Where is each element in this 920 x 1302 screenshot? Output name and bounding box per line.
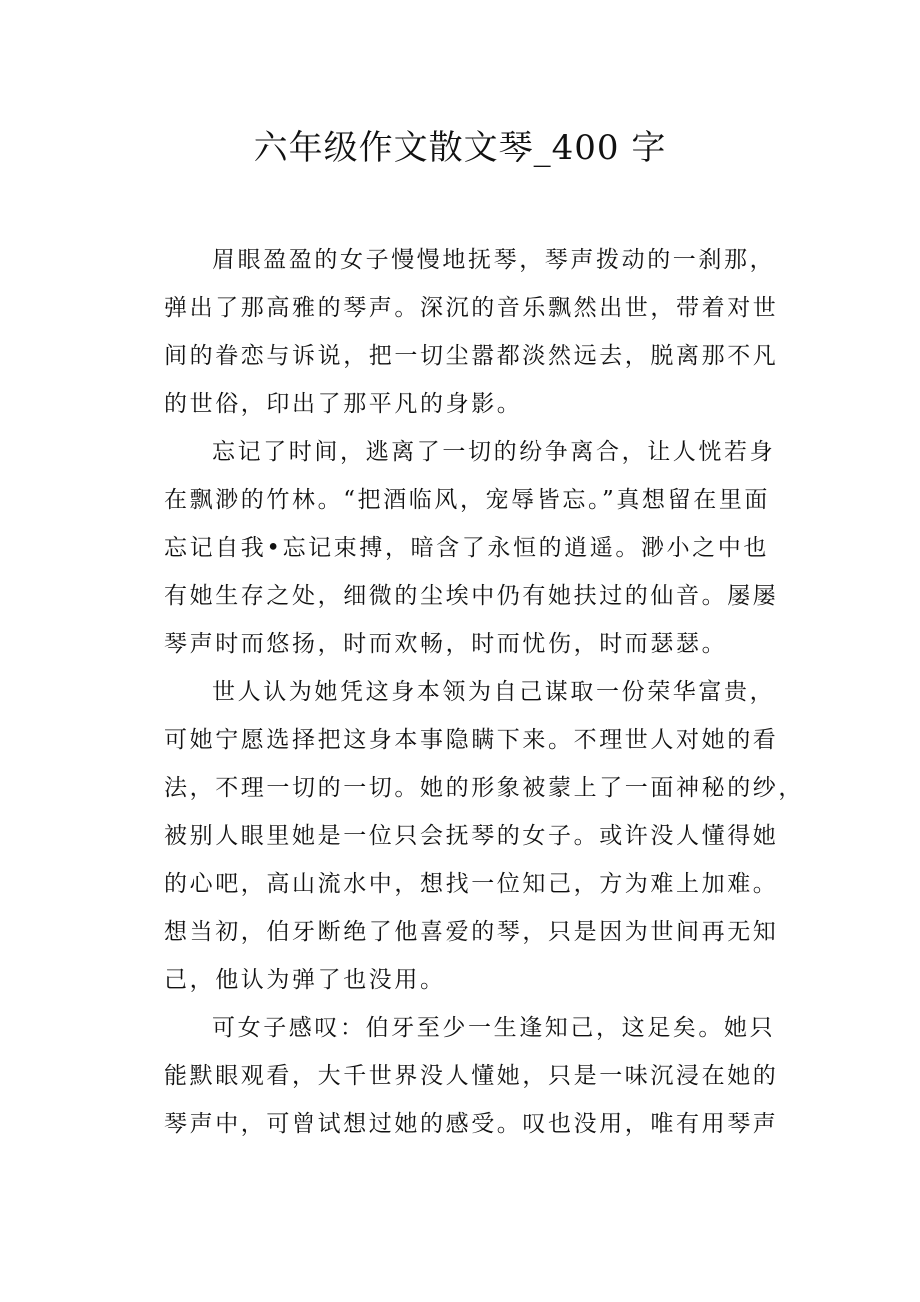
text-line: 被别人眼里她是一位只会抚琴的女子。或许没人懂得她 bbox=[164, 823, 779, 849]
text-line: 弹出了那高雅的琴声。深沉的音乐飘然出世，带着对世 bbox=[164, 295, 779, 321]
text-line: 忘记了时间，逃离了一切的纷争离合，让人恍若身 bbox=[212, 439, 776, 465]
text-line: 的世俗，印出了那平凡的身影。 bbox=[164, 391, 523, 417]
text-line: 琴声中，可曾试想过她的感受。叹也没用，唯有用琴声 bbox=[164, 1111, 779, 1137]
text-line: 眉眼盈盈的女子慢慢地抚琴，琴声拨动的一刹那， bbox=[212, 247, 776, 273]
paragraph-4 bbox=[164, 1004, 779, 1148]
text-line: 间的眷恋与诉说，把一切尘嚣都淡然远去，脱离那不凡 bbox=[164, 343, 779, 369]
text-line: 法，不理一切的一切。她的形象被蒙上了一面神秘的纱， bbox=[164, 775, 804, 801]
text-line: 忘记自我•忘记束搏，暗含了永恒的逍遥。渺小之中也 bbox=[164, 535, 769, 561]
text-line: 想当初，伯牙断绝了他喜爱的琴，只是因为世间再无知 bbox=[164, 919, 779, 945]
text-line: 在飘渺的竹林。“把酒临风，宠辱皆忘。”真想留在里面 bbox=[164, 487, 771, 513]
text-line: 有她生存之处，细微的尘埃中仍有她扶过的仙音。屡屡 bbox=[164, 583, 779, 609]
paragraph-2 bbox=[164, 428, 779, 668]
text-line: 琴声时而悠扬，时而欢畅，时而忧伤，时而瑟瑟。 bbox=[164, 631, 728, 657]
text-line: 己，他认为弹了也没用。 bbox=[164, 967, 446, 993]
document-body bbox=[164, 236, 804, 1148]
text-line: 可女子感叹：伯牙至少一生逢知己，这足矣。她只 bbox=[212, 1015, 776, 1041]
text-line: 世人认为她凭这身本领为自己谋取一份荣华富贵， bbox=[212, 679, 776, 705]
text-line: 可她宁愿选择把这身本事隐瞒下来。不理世人对她的看 bbox=[164, 727, 779, 753]
paragraph-1 bbox=[164, 236, 779, 428]
document-title: 六年级作文散文琴_400 字 bbox=[253, 128, 667, 168]
paragraph-3 bbox=[164, 668, 804, 1004]
text-line: 的心吧，高山流水中，想找一位知己，方为难上加难。 bbox=[164, 871, 779, 897]
text-line: 能默眼观看，大千世界没人懂她，只是一味沉浸在她的 bbox=[164, 1063, 779, 1089]
